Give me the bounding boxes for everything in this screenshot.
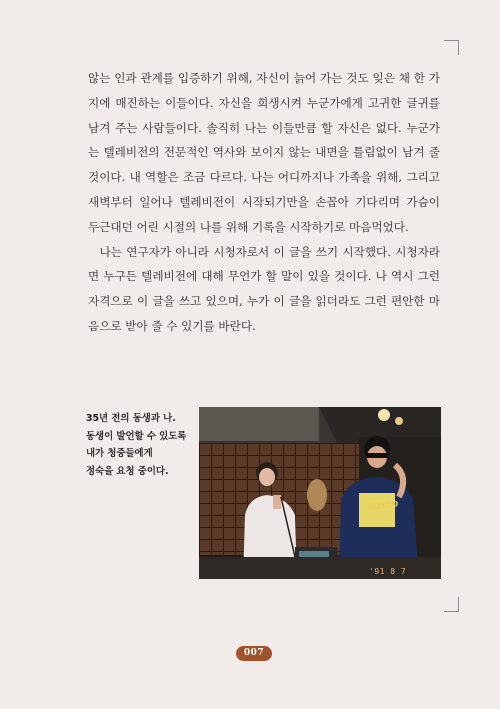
text-line: 두근대던 어린 시절의 나를 위해 기록을 시작하기로 마음먹었다. <box>88 219 409 234</box>
text-line: 않는 인과 관계를 입증하기 위해, 자신이 늙어 가는 것도 잊은 채 한 가 <box>88 71 440 85</box>
text-line: 나는 연구자가 아니라 시청자로서 이 글을 쓰기 시작했다. 시청자라 <box>99 244 440 259</box>
text-line: 남겨 주는 사람들이다. 솔직히 나는 이들만큼 할 자신은 없다. 누군가 <box>88 120 440 135</box>
text-line: 자격으로 이 글을 쓰고 있으며, 누가 이 글을 읽더라도 그런 편안한 마 <box>88 294 440 309</box>
text-line: 새벽부터 일어나 텔레비전이 시작되기만을 손꼽아 기다리며 가슴이 <box>88 194 440 209</box>
shirt-text: BOSCO <box>366 499 399 512</box>
corner-mark-bottom-right <box>444 597 459 612</box>
text-line: 는 텔레비전의 전문적인 역사와 보이지 않는 내면을 틀림없이 남겨 줄 <box>88 145 440 160</box>
caption-line: 정숙을 요청 중이다. <box>86 465 169 477</box>
corner-mark-top-right <box>444 40 459 55</box>
caption-line: 내가 청중들에게 <box>86 448 153 460</box>
text-line: 지에 매진하는 이들이다. 자신을 희생시켜 누군가에게 고귀한 글귀를 <box>88 95 440 110</box>
family-photo <box>199 407 441 579</box>
page-number: 007 <box>236 646 272 661</box>
photo-illustration <box>199 407 441 579</box>
photo-caption <box>86 410 194 480</box>
text-line: 음으로 받아 줄 수 있기를 바란다. <box>88 318 256 333</box>
photo-date-stamp: '91 8 7 <box>369 567 407 576</box>
text-line: 면 누구든 텔레비전에 대해 무언가 할 말이 있을 것이다. 나 역시 그런 <box>88 269 440 284</box>
body-text <box>88 66 440 339</box>
text-line: 것이다. 내 역할은 조금 다르다. 나는 어디까지나 가족을 위해, 그리고 <box>88 170 440 185</box>
caption-line: 동생이 발언할 수 있도록 <box>86 430 187 442</box>
caption-line: 35년 전의 동생과 나. <box>86 413 176 424</box>
